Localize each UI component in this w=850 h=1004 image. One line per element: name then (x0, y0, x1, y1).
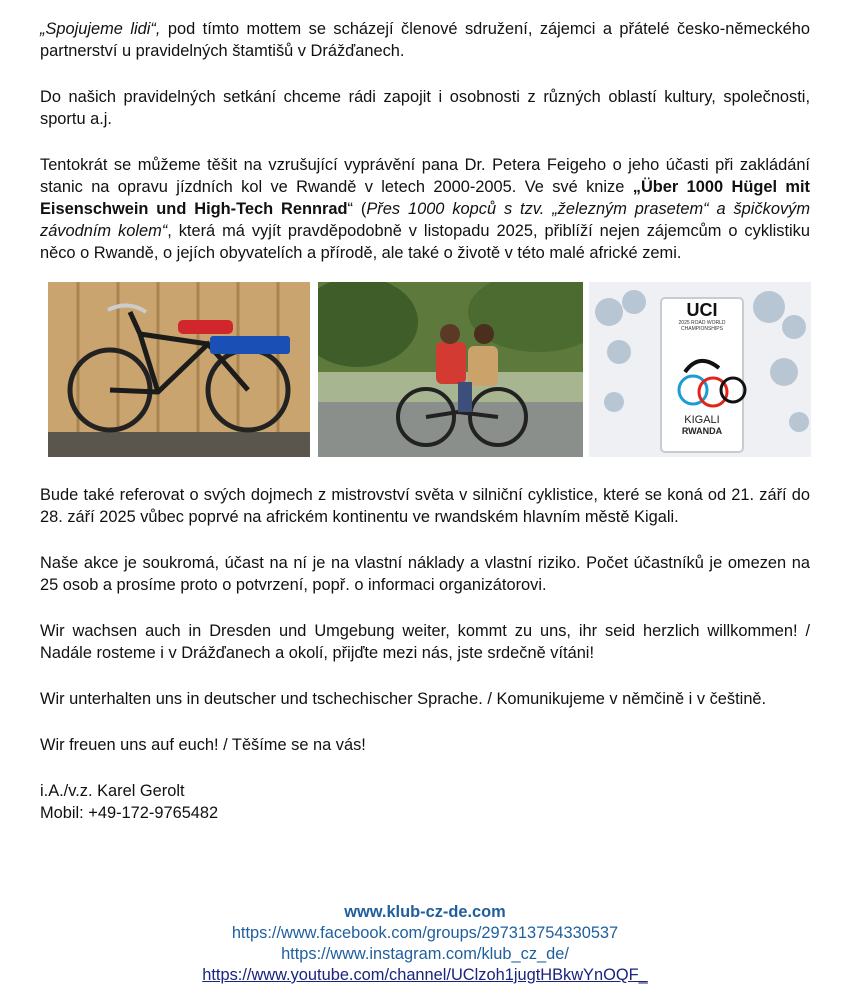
bicycle-photo (48, 282, 310, 457)
signature-name: i.A./v.z. Karel Gerolt (40, 782, 185, 800)
uci-subtitle-2: CHAMPIONSHIPS (681, 326, 723, 332)
paragraph-world-championship: Bude také referovat o svých dojmech z mistrovství světa v silniční cyklistice, které se koná od 21. září do 28. září 2025 vůbec poprvé na africkém kontinentu ve rwandském hlavním městě Kigali. (40, 486, 810, 526)
paragraph-book (40, 154, 810, 264)
signature-phone: Mobil: +49-172-9765482 (40, 804, 219, 822)
paragraph-languages: Wir unterhalten uns in deutscher und tschechischer Sprache. / Komunikujeme v němčině i v češtině. (40, 690, 767, 708)
links-footer (0, 902, 850, 986)
paragraph-welcome: Wir wachsen auch in Dresden und Umgebung weiter, kommt zu uns, ihr seid herzlich willkommen! / Nadále rosteme i v Drážďanech a okolí, přijďte mezi nás, jste srdečně vítáni! (40, 622, 810, 662)
intro-paragraph (40, 18, 810, 62)
photo-strip (48, 282, 810, 462)
uci-city: KIGALI (684, 414, 720, 426)
paragraph-personalities: Do našich pravidelných setkání chceme rádi zapojit i osobnosti z různých oblastí kultury, společnosti, sportu a.j. (40, 88, 810, 128)
paragraph-greeting: Wir freuen uns auf euch! / Těšíme se na vás! (40, 736, 366, 754)
uci-logo: UCI (686, 300, 718, 320)
instagram-link[interactable]: https://www.instagram.com/klub_cz_de/ (281, 945, 569, 963)
document-body (40, 18, 810, 846)
uci-subtitle-1: 2025 ROAD WORLD (678, 320, 726, 326)
facebook-link[interactable]: https://www.facebook.com/groups/297313754330537 (231, 924, 619, 942)
book-translation: Přes 1000 kopců s tzv. „železným prasetem“ a špičkovým závodním kolem“ (40, 200, 810, 240)
book-text-3: , která má vyjít pravděpodobně v listopadu 2025, přiblíží nejen zájemcům o cyklistiku něco o Rwandě, o jejích obyvatelích a přírodě, ale také o životě v této malé africké zemi. (40, 222, 810, 262)
intro-text: pod tímto mottem se scházejí členové sdružení, zájemci a přátelé česko-německého partnerství u pravidelných štamtišů v Drážďanech. (40, 20, 810, 60)
rider-photo (318, 282, 583, 457)
uci-country: RWANDA (681, 426, 723, 436)
intro-motto: „Spojujeme lidi“, (40, 20, 161, 38)
signature-block (40, 780, 810, 824)
website-link[interactable]: www.klub-cz-de.com (344, 903, 506, 921)
book-text-2: “ ( (347, 200, 367, 218)
book-text-1: Tentokrát se můžeme těšit na vzrušující vyprávění pana Dr. Petera Feigeho o jeho účasti při zakládání stanic na opravu jízdních kol ve Rwandě v letech 2000-2005. Ve své knize (40, 156, 810, 196)
paragraph-registration: Naše akce je soukromá, účast na ní je na vlastní náklady a vlastní riziko. Počet účastníků je omezen na 25 osob a prosíme proto o potvrzení, popř. o informaci organizátorovi. (40, 554, 810, 594)
uci-championships-poster (589, 282, 811, 457)
youtube-link[interactable]: https://www.youtube.com/channel/UClzoh1jugtHBkwYnOQF_ (202, 966, 648, 984)
book-title: „Über 1000 Hügel mit Eisenschwein und High-Tech Rennrad (40, 178, 810, 218)
